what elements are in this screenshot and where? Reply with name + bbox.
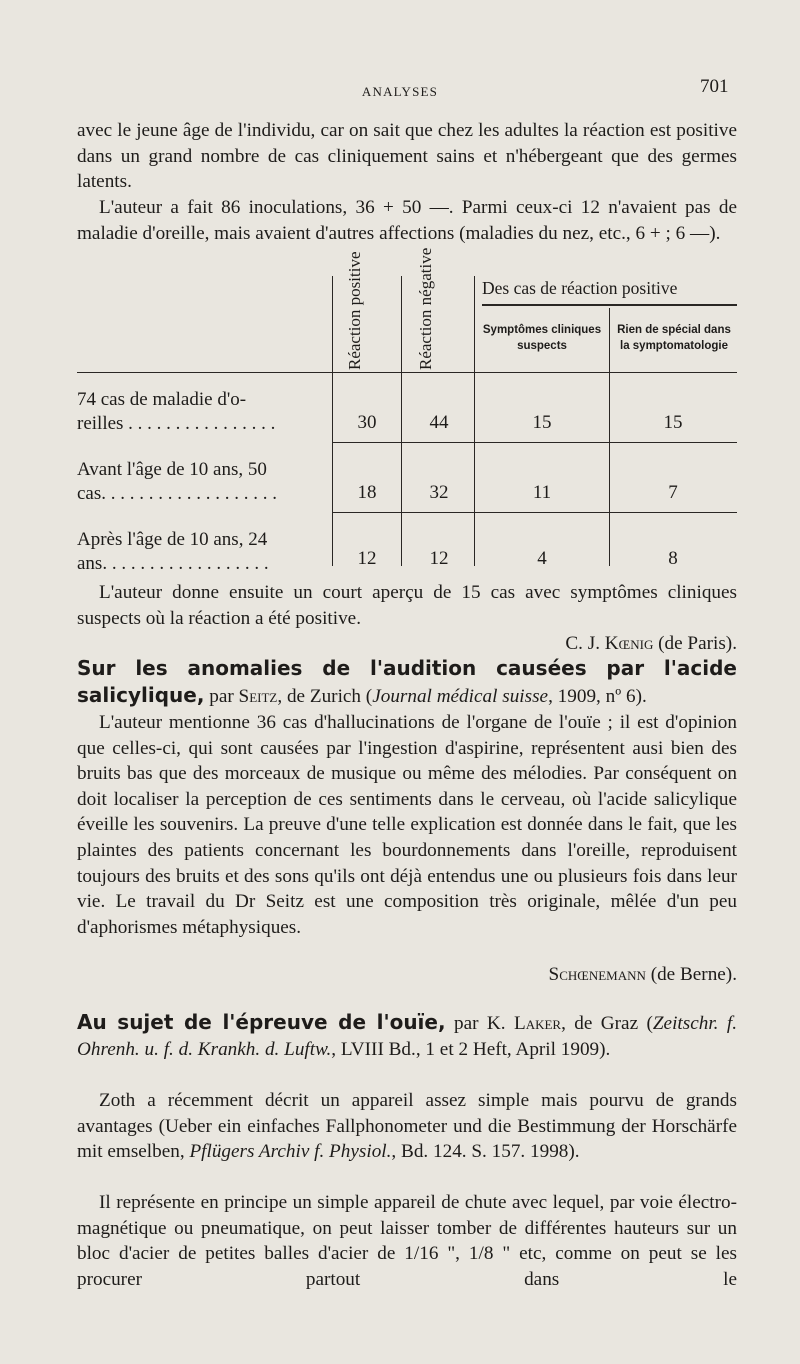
cell-neg: 12	[429, 548, 449, 569]
summary-paragraph: L'auteur donne ensuite un court aperçu de 15 cas avec symptômes cliniques suspects où la réaction a été positive.	[77, 582, 737, 629]
row-label: Avant l'âge de 10 ans, 50 cas. . . . . . . . . . . . . . . . . . .	[77, 459, 278, 504]
cell-nothing: 7	[668, 482, 678, 503]
group-header: Des cas de réaction positive	[482, 278, 678, 298]
intro-paragraph-2: L'auteur a fait 86 inoculations, 36 + 50 —. Parmi ceux-ci 12 n'avaient pas de maladie d'oreille, mais avaient d'autres affections (maladies du nez, etc., 6 + ; 6 —).	[77, 197, 737, 244]
row-label: Après l'âge de 10 ans, 24 ans. . . . . . . . . . . . . . . . . .	[77, 529, 269, 574]
article-title: Sur les anomalies de l'audition causées par l'acide salicylique,	[77, 656, 737, 707]
cell-nothing: 8	[668, 548, 678, 569]
intro-paragraph-1: avec le jeune âge de l'individu, car on sait que chez les adultes la réaction est positive dans un grand nombre de cas cliniquement sains et n'hébergeant que des germes latents.	[77, 120, 737, 193]
page-number: 701	[700, 76, 729, 97]
cell-symptoms: 4	[537, 548, 547, 569]
signature-schoenemann: Schœnemann (de Berne).	[548, 964, 737, 985]
running-head: ANALYSES	[361, 84, 439, 99]
article-salicylique: Sur les anomalies de l'audition causées par l'acide salicylique, par Seitz, de Zurich (Journal médical suisse, 1909, nº 6).	[77, 656, 737, 707]
article-epreuve: Au sujet de l'épreuve de l'ouïe, par K. Laker, de Graz (Zeitschr. f. Ohrenh. u. f. d. Krankh. d. Luftw., LVIII Bd., 1 et 2 Heft, April 1909).	[77, 1010, 737, 1060]
results-table	[77, 247, 737, 574]
col-reaction-positive: Réaction positive	[345, 251, 364, 370]
cell-nothing: 15	[663, 412, 683, 433]
cell-symptoms: 11	[532, 482, 552, 503]
article-salicylique-body: L'auteur mentionne 36 cas d'hallucinations de l'organe de l'ouïe ; il est d'opinion que celles-ci, qui sont causées par l'ingestion d'aspirine, représentent ausi bien des bruits bas que des morceaux de musique ou même des mélodies. Par conséquent on doit localiser la perception de ces sentiments dans le cerveau, où l'acide salicylique éveille les souvenirs. La preuve d'une telle explication est donnée dans le fait, que les plaintes des patients concernant les bourdonnements dans l'oreille, reproduisent toujours des bruits et des sons qu'ils ont déjà entendus une ou plusieurs fois dans leur vie. Le travail du Dr Seitz est une composition très originale, mêlée d'un peu d'aphorismes métaphysiques.	[77, 712, 737, 938]
article-epreuve-body-1: Zoth a récemment décrit un appareil assez simple mais pourvu de grands avantages (Ueber ein einfaches Fallphonometer und die Bestimmung der Horschärfe mit emselben, Pflügers Archiv f. Physiol., Bd. 124. S. 157. 1998).	[77, 1090, 737, 1163]
col-nothing-special: Rien de spécial dans la symptomatologie	[617, 324, 731, 352]
article-title: Au sujet de l'épreuve de l'ouïe,	[77, 1010, 446, 1034]
col-symptoms: Symptômes cliniques suspects	[482, 324, 602, 352]
cell-symptoms: 15	[532, 412, 552, 433]
signature-koenig: C. J. Kœnig (de Paris).	[565, 633, 737, 654]
row-label: 74 cas de maladie d'o- reilles . . . . . . . . . . . . . . . .	[77, 389, 276, 434]
cell-pos: 12	[357, 548, 377, 569]
cell-neg: 44	[429, 412, 449, 433]
article-epreuve-body-2: Il représente en principe un simple appareil de chute avec lequel, par voie électro-magnétique ou pneumatique, on peut laisser tomber de différentes hauteurs sur un bloc d'acier de petites balles d'acier de 1/16 ", 1/8 " etc, comme on peut se les procurer partout dans le	[77, 1192, 737, 1290]
cell-neg: 32	[429, 482, 449, 503]
cell-pos: 18	[357, 482, 377, 503]
col-reaction-negative: Réaction négative	[416, 247, 435, 370]
cell-pos: 30	[357, 412, 377, 433]
